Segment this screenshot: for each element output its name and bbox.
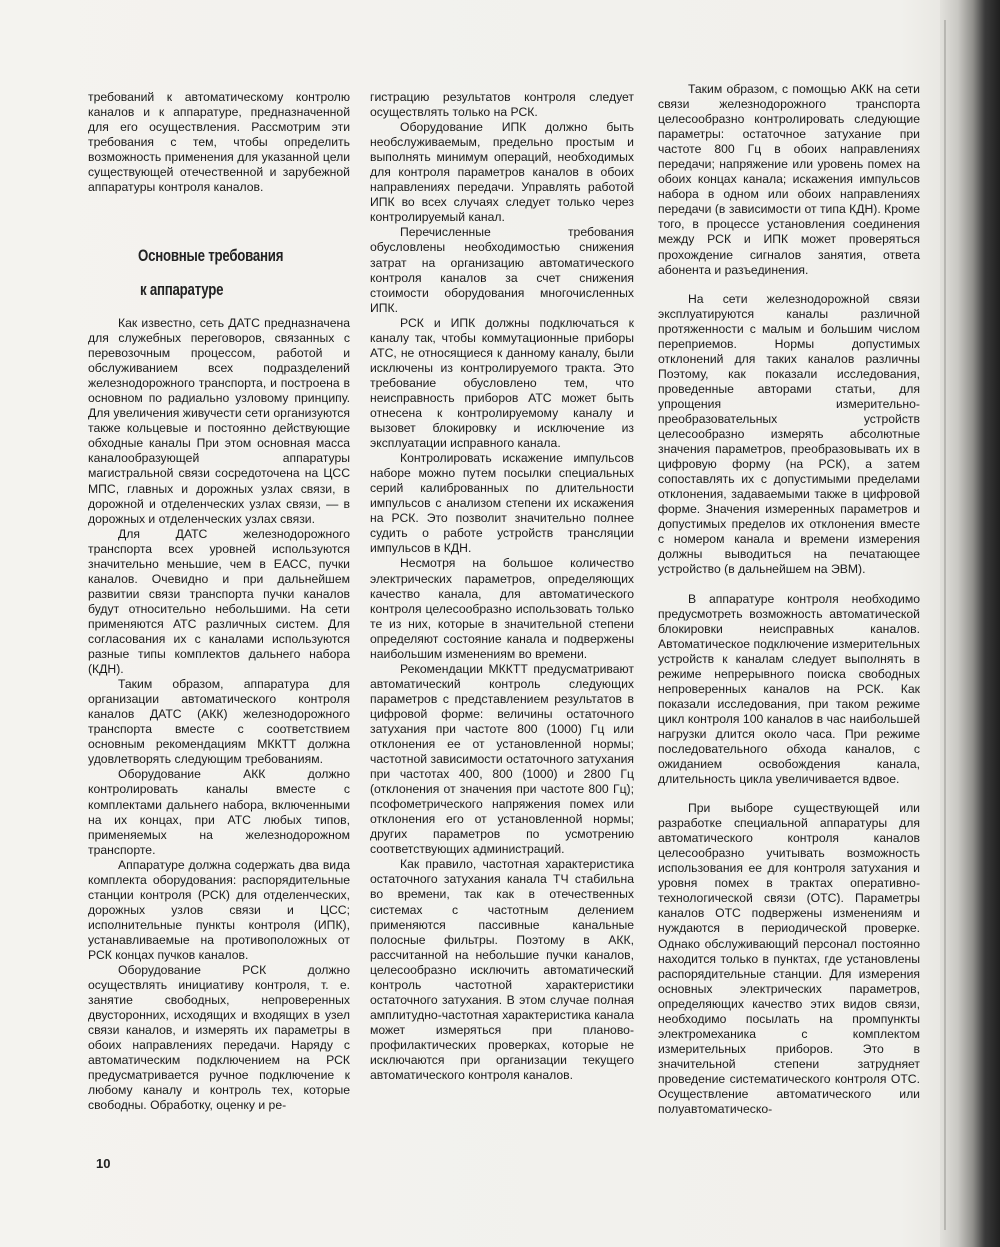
paragraph: Рекомендации МККТТ предусматривают автоматический контроль следующих параметров с представлением результатов в цифровой форме: величины остаточного затухания при частоте 800 (1000) Гц или отклонения ее от установленной нормы; частотной зависимости остаточного затухания при частотах 400, 800 (1000) и 2800 Гц (отклонения от значения при частоте 800 Гц); псофометрического напряжения помех или отклонения его от установленной нормы; других параметров по усмотрению соответствующих администраций. <box>370 661 634 857</box>
paragraph: Как известно, сеть ДАТС предназначена для служебных переговоров, связанных с перевозочным процессом, работой и обслуживанием всех подразделений железнодорожного транспорта, и построена в основном по радиально узловому принципу. Для увеличения живучести сети организуются также кольцевые и постоянно действующие обходные каналы При этом основная масса каналообразующей аппаратуры магистральной связи сосредоточена на ЦСС МПС, главных и дорожных узлах связи, в дорожной и отделенческих узлах связи, — в дорожных и отделенческих узлах связи. <box>88 316 350 526</box>
paragraph: При выборе существующей или разработке специальной аппаратуры для автоматического контроля каналов целесообразно учитывать возможность использования ее для контроля затухания и уровня помех в трактах оперативно-технологической связи (ОТС). Параметры каналов ОТС подвержены изменениям и нуждаются в периодической проверке. Однако обслуживающий персонал постоянно находится только в пунктах, где установлены распорядительные станции. Для измерения основных электрических параметров, определяющих качество этих видов связи, необходимо посылать на промпункты электромеханика с комплектом измерительных приборов. Это в значительной степени затрудняет проведение систематического контроля ОТС. Осуществление автоматического или полуавтоматическо- <box>658 801 920 1117</box>
page-fold-line <box>944 20 946 1230</box>
paragraph: Таким образом, с помощью АКК на сети связи железнодорожного транспорта целесообразно контролировать следующие параметры: остаточное затухание при частоте 800 Гц в обоих направлениях передачи; напряжение или уровень помех на обоих концах канала; искажения импульсов набора в одном или обоих направлениях передачи (в зависимости от типа КДН). Кроме того, в процессе установления соединения между РСК и ИПК может проверяться прохождение сигналов занятия, ответа абонента и разъединения. <box>658 82 920 277</box>
paragraph: На сети железнодорожной связи эксплуатируются каналы различной протяженности с малым и большим числом переприемов. Нормы допустимых отклонений для таких каналов различны Поэтому, как показали исследования, проведенные авторами статьи, для упрощения измерительно-преобразовательных устройств целесообразно измерять абсолютные значения параметров, преобразовывать их в цифровую форму (на РСК), а затем сопоставлять их с допустимыми пределами отклонения, задаваемыми также в цифровой форме. Значения измеренных параметров и допустимых пределов их отклонения вместе с номером канала и времени измерения должны выводиться на печатающее устройство (в дальнейшем на ЭВМ). <box>658 291 920 577</box>
paragraph: Контролировать искажение импульсов наборе можно путем посылки специальных серий калиброванных по длительности импульсов с анализом степени их искажения на РСК. Это позволит значительно полнее судить о работе устройств трансляции импульсов в КДН. <box>370 451 634 556</box>
paragraph: Оборудование РСК должно осуществлять инициативу контроля, т. е. занятие свободных, непроверенных двусторонних, исходящих и входящих в узел связи каналов, и измерять их параметры в обоих направлениях передачи. Наряду с автоматическим подключением на РСК предусматривается ручное подключение к любому каналу и контроль тех, которые свободны. Обработку, оценку и ре- <box>88 963 350 1113</box>
column-1-intro <box>88 90 350 195</box>
paragraph: Аппаратуре должна содержать два вида комплекта оборудования: распорядительные станции контроля (РСК) для отделенческих, дорожных узлов связи и ЦСС; исполнительные пункты контроля (ИПК), устанавливаемые на противоположных от РСК концах пучков каналов. <box>88 857 350 962</box>
paragraph: Оборудование АКК должно контролировать каналы вместе с комплектами дальнего набора, включенными на их концах, при АТС любых типов, применяемых на железнодорожном транспорте. <box>88 767 350 857</box>
paragraph: Несмотря на большое количество электрических параметров, определяющих качество канала, для автоматического контроля целесообразно использовать только те из них, которые в значительной степени определяют состояние канала и подвержены наибольшим изменениям во времени. <box>370 556 634 661</box>
paragraph: Перечисленные требования обусловлены необходимостью снижения затрат на организацию автоматического контроля каналов за счет снижения стоимости оборудования многочисленных ИПК. <box>370 225 634 315</box>
paragraph: Таким образом, аппаратура для организации автоматического контроля каналов ДАТС (АКК) железнодорожного транспорта вместе с соответствием основным рекомендациям МККТТ должна удовлетворять следующим требованиям. <box>88 677 350 767</box>
intro-paragraph: требований к автоматическому контролю каналов и к аппаратуре, предназначенной для его осуществления. Рассмотрим эти требования с тем, чтобы определить возможность применения для указанной цели существующей отечественной и зарубежной аппаратуры контроля каналов. <box>88 90 350 195</box>
column-1-body <box>88 316 350 1113</box>
paragraph: РСК и ИПК должны подключаться к каналу так, чтобы коммутационные приборы АТС, не относящиеся к данному каналу, были исключены из контролируемого тракта. Это требование обусловлено тем, что неисправность приборов АТС может быть отнесена к контролируемому каналу и вызовет блокировку и исключение из эксплуатации исправного канала. <box>370 315 634 451</box>
section-heading-line-1: Основные требования <box>138 246 284 265</box>
paragraph: гистрацию результатов контроля следует осуществлять только на РСК. <box>370 90 634 120</box>
paragraph: Для ДАТС железнодорожного транспорта всех уровней используются значительно меньшие, чем в ЕАСС, пучки каналов. Очевидно и при дальнейшем развитии связи транспорта пучки каналов будут относительно небольшими. На сети применяются АТС различных систем. Для согласования их с каналами используются разные типы комплектов дальнего набора (КДН). <box>88 526 350 677</box>
section-heading-line-2: к аппаратуре <box>140 280 224 299</box>
page-number: 10 <box>96 1156 111 1171</box>
book-binding-edge <box>940 0 1000 1247</box>
paragraph: Оборудование ИПК должно быть необслуживаемым, предельно простым и выполнять минимум операций, необходимых для контроля параметров каналов в обоих направлениях передачи. Управлять работой ИПК во всех случаях следует только через контролируемый канал. <box>370 120 634 225</box>
column-2 <box>370 90 634 1083</box>
paragraph: Как правило, частотная характеристика остаточного затухания канала ТЧ стабильна во времени, так как в отечественных системах с частотным делением применяются пассивные канальные полосные фильтры. Поэтому в АКК, рассчитанной на небольшие пучки каналов, целесообразно исключить автоматический контроль частотной характеристики остаточного затухания. В этом случае полная амплитудно-частотная характеристика канала может измеряться при планово-профилактических проверках, которые не исключаются при организации текущего автоматического контроля каналов. <box>370 857 634 1083</box>
paragraph: В аппаратуре контроля необходимо предусмотреть возможность автоматической блокировки неисправных каналов. Автоматическое подключение измерительных устройств к каналам следует выполнять в режиме непрерывного поиска свободных непроверенных каналов на РСК. Как показали исследования, при таком режиме цикл контроля 100 каналов в час наибольшей нагрузки длится около часа. При режиме последовательного обхода каналов, с ожиданием освобождения канала, длительность цикла увеличивается вдвое. <box>658 591 920 787</box>
column-3 <box>658 82 920 1117</box>
